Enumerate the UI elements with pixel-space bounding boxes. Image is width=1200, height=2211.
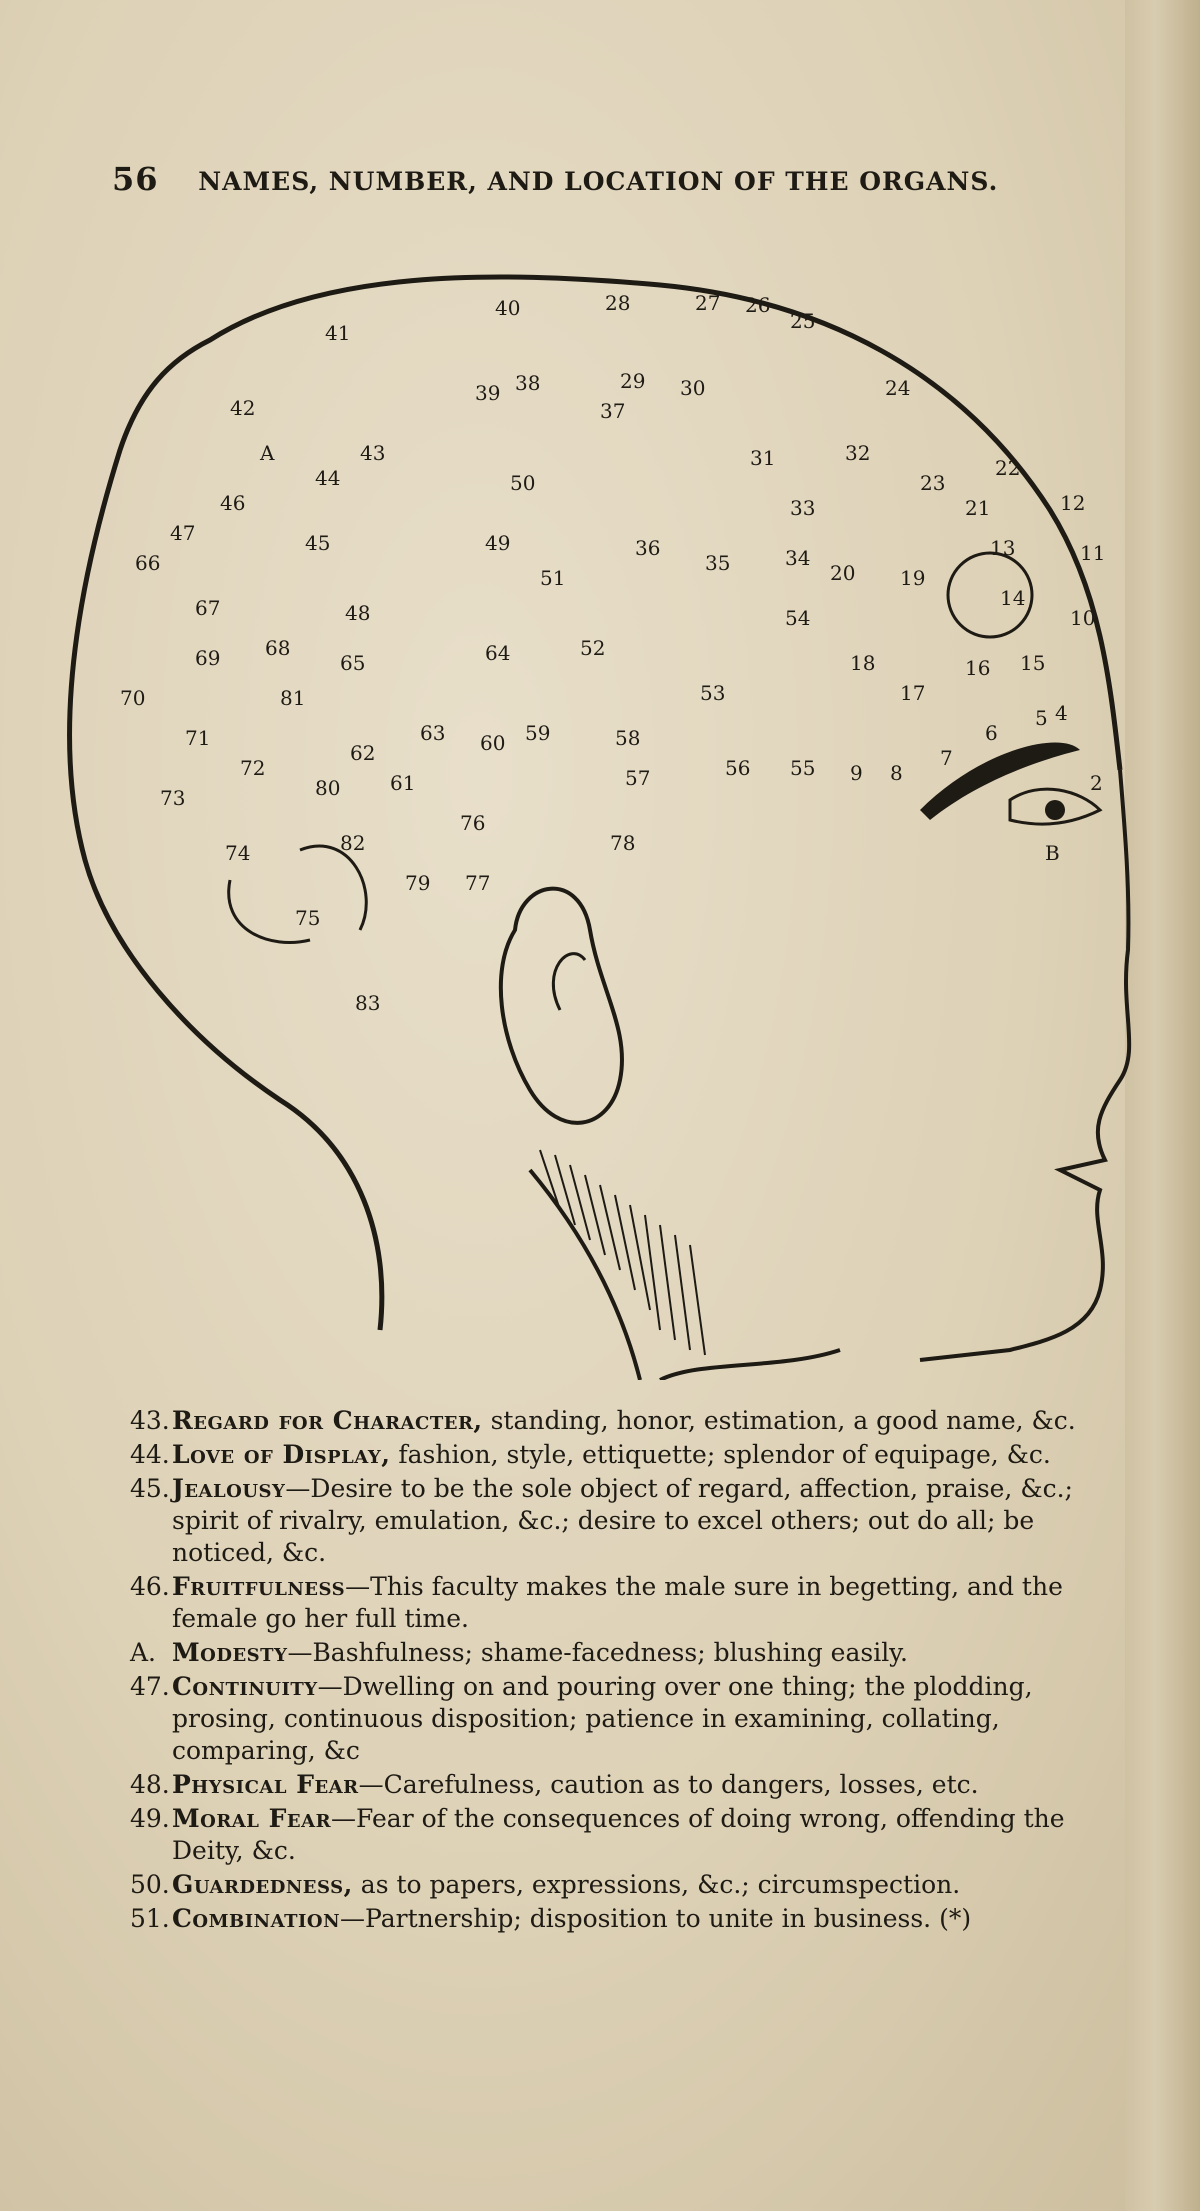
organ-label-67: 67	[195, 596, 221, 620]
organ-label-71: 71	[185, 726, 211, 750]
organ-label-25: 25	[790, 309, 816, 333]
organ-label-b: B	[1045, 841, 1060, 865]
organ-label-a: A	[260, 441, 275, 465]
entry-51	[130, 1903, 1115, 1935]
entry-term: Guardedness,	[172, 1870, 353, 1899]
entry-number: 45.	[130, 1474, 170, 1503]
organ-label-82: 82	[340, 831, 366, 855]
eye-pupil	[1045, 800, 1065, 820]
organ-label-83: 83	[355, 991, 381, 1015]
organ-label-78: 78	[610, 831, 636, 855]
entry-number: 44.	[130, 1440, 170, 1469]
organ-label-6: 6	[985, 721, 998, 745]
organ-label-56: 56	[725, 756, 751, 780]
organ-label-58: 58	[615, 726, 641, 750]
organ-label-59: 59	[525, 721, 551, 745]
organ-label-51: 51	[540, 566, 566, 590]
entry-description: —This faculty makes the male sure in begetting, and the female go her full time.	[172, 1572, 1063, 1633]
organ-label-7: 7	[940, 746, 953, 770]
organ-label-63: 63	[420, 721, 446, 745]
organ-entries-list	[130, 1405, 1115, 1937]
organ-label-39: 39	[475, 381, 501, 405]
organ-label-60: 60	[480, 731, 506, 755]
organ-label-77: 77	[465, 871, 491, 895]
entry-text	[172, 1473, 1115, 1569]
organ-label-14: 14	[1000, 586, 1026, 610]
organ-label-23: 23	[920, 471, 946, 495]
organ-label-16: 16	[965, 656, 991, 680]
entry-49	[130, 1803, 1115, 1867]
entry-description: —Desire to be the sole object of regard, affection, praise, &c.; spirit of rivalry, emulation, &c.; desire to excel others; out do all; be noticed, &c.	[172, 1474, 1073, 1567]
entry-44	[130, 1439, 1115, 1471]
organ-label-38: 38	[515, 371, 541, 395]
organ-label-2: 2	[1090, 771, 1103, 795]
organ-label-33: 33	[790, 496, 816, 520]
entry-text	[172, 1769, 1115, 1801]
entry-number: 43.	[130, 1406, 170, 1435]
entry-term: Love of Display,	[172, 1440, 391, 1469]
organ-label-61: 61	[390, 771, 416, 795]
organ-label-28: 28	[605, 291, 631, 315]
organ-label-11: 11	[1080, 541, 1106, 565]
entry-a	[130, 1637, 1115, 1669]
organ-label-35: 35	[705, 551, 731, 575]
organ-label-34: 34	[785, 546, 811, 570]
face-profile	[920, 770, 1129, 1360]
organ-number-labels	[120, 291, 1105, 1015]
entry-description: —Dwelling on and pouring over one thing; the plodding, prosing, continuous disposition; patience in examining, collating, comparing, &c	[172, 1672, 1033, 1765]
organ-label-42: 42	[230, 396, 256, 420]
entry-description: —Partnership; disposition to unite in business. (*)	[340, 1904, 972, 1933]
entry-term: Jealousy	[172, 1474, 286, 1503]
organ-label-72: 72	[240, 756, 266, 780]
organ-label-32: 32	[845, 441, 871, 465]
neck-line	[660, 1350, 840, 1380]
running-title: NAMES, NUMBER, AND LOCATION OF THE ORGANS.	[198, 167, 999, 196]
head-illustration	[60, 250, 1140, 1380]
organ-label-62: 62	[350, 741, 376, 765]
entry-description: standing, honor, estimation, a good name, &c.	[482, 1406, 1076, 1435]
entry-term: Modesty	[172, 1638, 288, 1667]
organ-label-80: 80	[315, 776, 341, 800]
entry-number: 48.	[130, 1770, 170, 1799]
organ-label-75: 75	[295, 906, 321, 930]
phrenology-head-diagram	[60, 250, 1140, 1380]
entry-text	[172, 1405, 1115, 1437]
organ-label-5: 5	[1035, 706, 1048, 730]
nape-line	[530, 1170, 640, 1380]
organ-label-36: 36	[635, 536, 661, 560]
organ-label-76: 76	[460, 811, 486, 835]
entry-text	[172, 1439, 1115, 1471]
entry-description: —Bashfulness; shame-facedness; blushing easily.	[287, 1638, 908, 1667]
entry-48	[130, 1769, 1115, 1801]
entry-term: Fruitfulness	[172, 1572, 346, 1601]
entry-text	[172, 1637, 1115, 1669]
ear-outline	[501, 889, 622, 1123]
entry-number: 47.	[130, 1672, 170, 1701]
organ-label-70: 70	[120, 686, 146, 710]
organ-label-47: 47	[170, 521, 196, 545]
entry-description: —Fear of the consequences of doing wrong, offending the Deity, &c.	[172, 1804, 1065, 1865]
organ-label-64: 64	[485, 641, 511, 665]
organ-label-52: 52	[580, 636, 606, 660]
organ-label-40: 40	[495, 296, 521, 320]
organ-label-20: 20	[830, 561, 856, 585]
organ-label-68: 68	[265, 636, 291, 660]
entry-term: Regard for Character,	[172, 1406, 483, 1435]
organ-label-73: 73	[160, 786, 186, 810]
organ-label-50: 50	[510, 471, 536, 495]
organ-label-37: 37	[600, 399, 626, 423]
organ-label-46: 46	[220, 491, 246, 515]
organ-label-24: 24	[885, 376, 911, 400]
entry-number: 46.	[130, 1572, 170, 1601]
entry-number: 49.	[130, 1804, 170, 1833]
organ-label-81: 81	[280, 686, 306, 710]
running-header	[112, 160, 1072, 198]
organ-label-15: 15	[1020, 651, 1046, 675]
organ-label-53: 53	[700, 681, 726, 705]
entry-term: Moral Fear	[172, 1804, 332, 1833]
organ-label-74: 74	[225, 841, 251, 865]
organ-label-30: 30	[680, 376, 706, 400]
head-outline	[70, 277, 1120, 1330]
organ-label-31: 31	[750, 446, 776, 470]
entry-45	[130, 1473, 1115, 1569]
organ-label-4: 4	[1055, 701, 1068, 725]
page-number: 56	[112, 160, 159, 198]
entry-number: A.	[130, 1638, 157, 1667]
entry-text	[172, 1671, 1115, 1767]
organ-label-55: 55	[790, 756, 816, 780]
entry-text	[172, 1803, 1115, 1867]
organ-label-9: 9	[850, 761, 863, 785]
organ-label-44: 44	[315, 466, 341, 490]
entry-number: 50.	[130, 1870, 170, 1899]
entry-description: —Carefulness, caution as to dangers, losses, etc.	[358, 1770, 979, 1799]
organ-label-8: 8	[890, 761, 903, 785]
organ-label-12: 12	[1060, 491, 1086, 515]
entry-term: Combination	[172, 1904, 341, 1933]
ear-inner	[553, 954, 585, 1010]
organ-label-65: 65	[340, 651, 366, 675]
entry-description: as to papers, expressions, &c.; circumspection.	[352, 1870, 961, 1899]
organ-label-18: 18	[850, 651, 876, 675]
organ-label-19: 19	[900, 566, 926, 590]
organ-label-69: 69	[195, 646, 221, 670]
entry-43	[130, 1405, 1115, 1437]
organ-label-54: 54	[785, 606, 811, 630]
entry-47	[130, 1671, 1115, 1767]
organ-label-66: 66	[135, 551, 161, 575]
organ-label-10: 10	[1070, 606, 1096, 630]
organ-label-13: 13	[990, 536, 1016, 560]
entry-46	[130, 1571, 1115, 1635]
organ-label-57: 57	[625, 766, 651, 790]
organ-label-21: 21	[965, 496, 991, 520]
organ-label-79: 79	[405, 871, 431, 895]
entry-description: fashion, style, ettiquette; splendor of equipage, &c.	[390, 1440, 1051, 1469]
entry-50	[130, 1869, 1115, 1901]
entry-text	[172, 1869, 1115, 1901]
organ-label-45: 45	[305, 531, 331, 555]
organ-label-49: 49	[485, 531, 511, 555]
entry-text	[172, 1903, 1115, 1935]
entry-term: Continuity	[172, 1672, 318, 1701]
organ-label-48: 48	[345, 601, 371, 625]
entry-number: 51.	[130, 1904, 170, 1933]
organ-label-27: 27	[695, 291, 721, 315]
organ-label-41: 41	[325, 321, 351, 345]
organ-label-17: 17	[900, 681, 926, 705]
organ-label-22: 22	[995, 456, 1021, 480]
organ-label-43: 43	[360, 441, 386, 465]
entry-term: Physical Fear	[172, 1770, 359, 1799]
organ-label-26: 26	[745, 293, 771, 317]
entry-text	[172, 1571, 1115, 1635]
organ-label-29: 29	[620, 369, 646, 393]
